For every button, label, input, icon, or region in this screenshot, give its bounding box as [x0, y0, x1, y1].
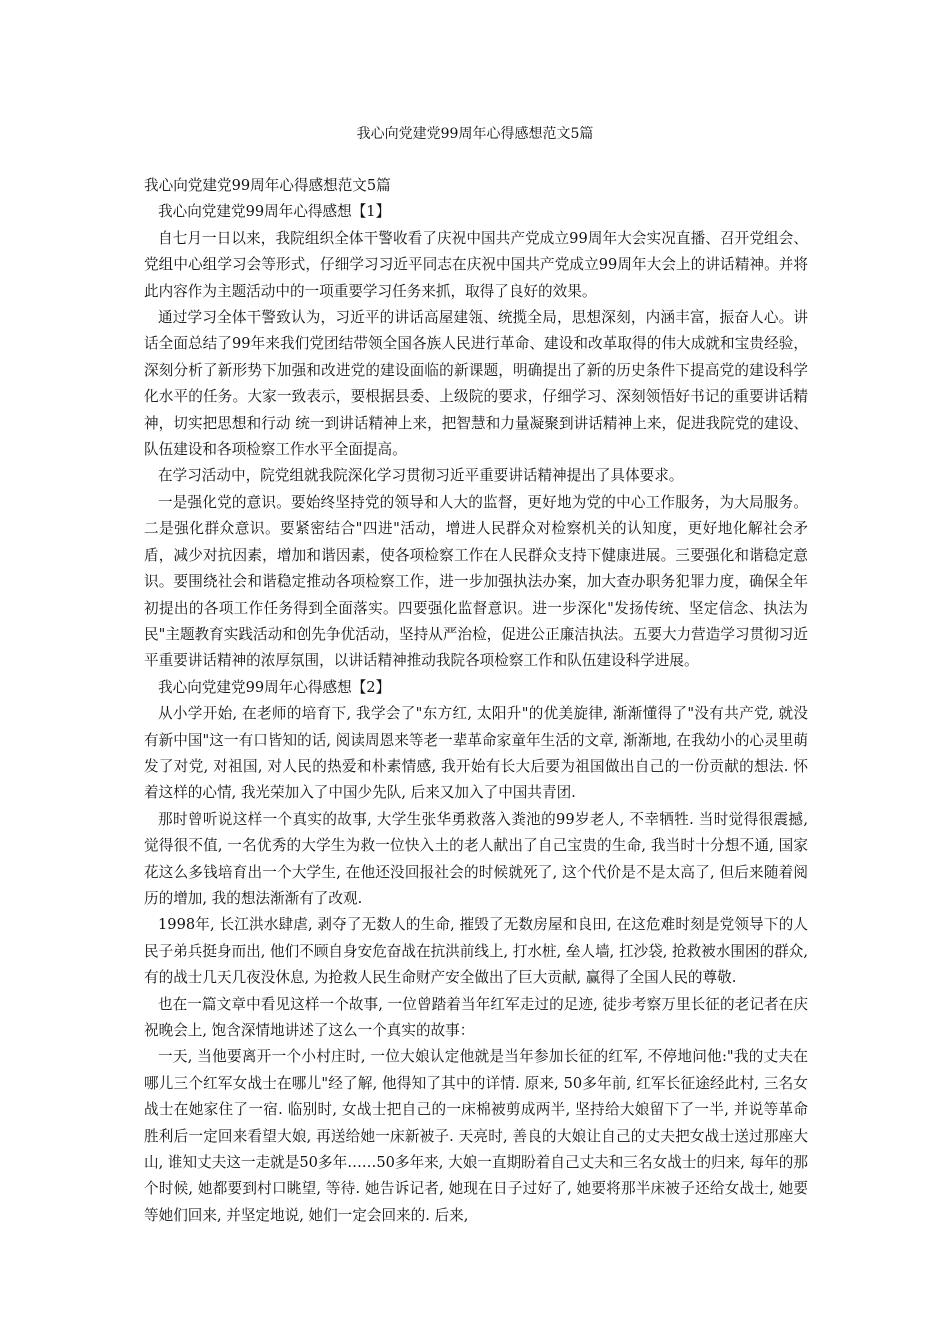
- paragraph: 也在一篇文章中看见这样一个故事, 一位曾踏着当年红军走过的足迹, 徒步考察万里长征的老记者在庆祝晚会上, 饱含深情地讲述了这么一个真实的故事：: [144, 995, 808, 1039]
- paragraph: 1998年, 长江洪水肆虐, 剥夺了无数人的生命, 摧毁了无数房屋和良田, 在这危难时刻是党领导下的人民子弟兵挺身而出, 他们不顾自身安危奋战在抗洪前线上, 打水桩, 垒人墙, 扛沙袋, 抢救被水围困的群众, 有的战士几天几夜没休息, 为抢救人民生命财产安全做出了巨大贡献, 赢得了全国人民的尊敬.: [144, 916, 808, 987]
- section-heading: 我心向党建党99周年心得感想【2】: [158, 678, 391, 696]
- paragraph: 在学习活动中，院党组就我院深化学习贯彻习近平重要讲话精神提出了具体要求。: [158, 467, 684, 485]
- section-heading: 我心向党建党99周年心得感想【1】: [158, 203, 391, 221]
- document-body: [144, 173, 808, 1229]
- paragraph: 那时曾听说这样一个真实的故事, 大学生张华勇救落入粪池的99岁老人, 不幸牺牲. 当时觉得很震撼, 觉得很不值, 一名优秀的大学生为救一位快入土的老人献出了自己宝贵的生命, 我当时十分想不通, 国家花这么多钱培育出一个大学生, 在他还没回报社会的时候就死了, 这个代价是不是太高了, 但后来随着阅历的增加, 我的想法渐渐有了改观.: [144, 810, 808, 907]
- paragraph: 通过学习全体干警致认为，习近平的讲话高屋建瓴、统揽全局，思想深刻，内涵丰富，振奋人心。讲话全面总结了99年来我们党团结带领全国各族人民进行革命、建设和改革取得的伟大成就和宝贵经验，深刻分析了新形势下加强和改进党的建设面临的新课题，明确提出了新的历史条件下提高党的建设科学化水平的任务。大家一致表示，要根据县委、上级院的要求，仔细学习、深刻领悟好书记的重要讲话精神，切实把思想和行动 统一到讲话精神上来，把智慧和力量凝聚到讲话精神上来，促进我院党的建设、队伍建设和各项检察工作水平全面提高。: [144, 309, 808, 459]
- paragraph: 一天, 当他要离开一个小村庄时, 一位大娘认定他就是当年参加长征的红军, 不停地问他:"我的丈夫在哪儿三个红军女战士在哪儿"经了解, 他得知了其中的详情. 原来, 50多年前, 红军长征途经此村, 三名女战士在她家住了一宿. 临别时, 女战士把自己的一床棉被剪成两半, 坚持给大娘留下了一半, 并说等革命胜利后一定回来看望大娘, 再送给她一床新被子. 天亮时, 善良的大娘让自己的丈夫把女战士送过那座大山, 谁知丈夫这一走就是50多年……50多年来, 大娘一直期盼着自己丈夫和三名女战士的归来, 每年的那个时候, 她都要到村口眺望, 等待. 她告诉记者, 她现在日子过好了, 她要将那半床被子还给女战士, 她要等她们回来, 并坚定地说, 她们一定会回来的. 后来,: [144, 1048, 808, 1224]
- document-subtitle: 我心向党建党99周年心得感想范文5篇: [144, 177, 391, 194]
- paragraph: 一是强化党的意识。要始终坚持党的领导和人大的监督，更好地为党的中心工作服务，为大局服务。二是强化群众意识。要紧密结合"四进"活动，增进人民群众对检察机关的认知度，更好地化解社会矛盾，减少对抗因素，增加和谐因素，使各项检察工作在人民群众支持下健康进展。三要强化和谐稳定意识。要围绕社会和谐稳定推动各项检察工作，进一步加强执法办案，加大查办职务犯罪力度，确保全年初提出的各项工作任务得到全面落实。四要强化监督意识。进一步深化"发扬传统、坚定信念、执法为民"主题教育实践活动和创先争优活动，坚持从严治检，促进公正廉洁执法。五要大力营造学习贯彻习近平重要讲话精神的浓厚氛围，以讲话精神推动我院各项检察工作和队伍建设科学进展。: [144, 493, 808, 670]
- paragraph: 从小学开始, 在老师的培育下, 我学会了"东方红, 太阳升"的优美旋律, 渐渐懂得了"没有共产党, 就没有新中国"这一有口皆知的话, 阅读周恩来等老一辈革命家童年生活的文章, 渐渐地, 在我幼小的心灵里萌发了对党, 对祖国, 对人民的热爱和朴素情感, 我开始有长大后要为祖国做出自己的一份贡献的想法. 怀着这样的心情, 我光荣加入了中国少先队, 后来又加入了中国共青团.: [144, 705, 808, 802]
- paragraph: 自七月一日以来，我院组织全体干警收看了庆祝中国共产党成立99周年大会实况直播、召开党组会、党组中心组学习会等形式，仔细学习习近平同志在庆祝中国共产党成立99周年大会上的讲话精神。并将此内容作为主题活动中的一项重要学习任务来抓，取得了良好的效果。: [144, 229, 808, 300]
- document-title: 我心向党建党99周年心得感想范文5篇: [356, 126, 594, 142]
